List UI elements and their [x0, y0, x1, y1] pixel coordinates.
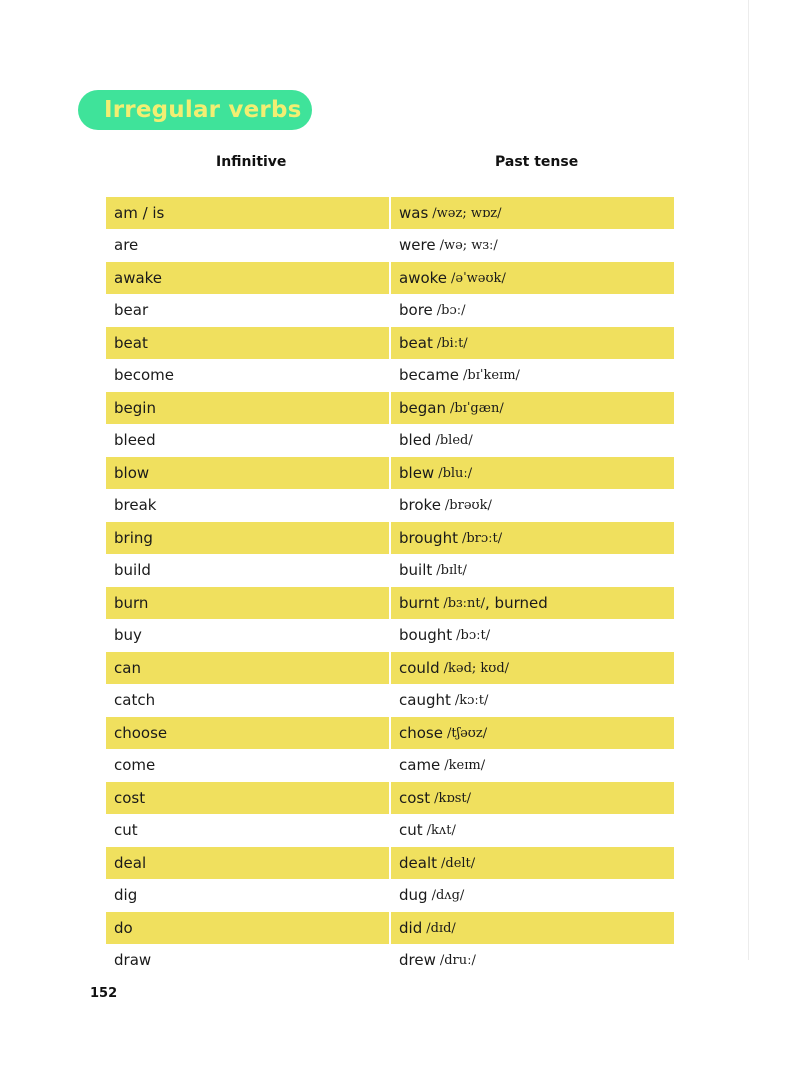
pronunciation: /dɪd/ [426, 920, 456, 936]
past-tense-word: chose [399, 724, 443, 742]
pronunciation: /wəz; wɒz/ [432, 205, 502, 221]
past-tense-cell [391, 229, 674, 261]
table-row [106, 879, 674, 911]
past-tense-word: became [399, 366, 460, 384]
table-row [106, 684, 674, 716]
pronunciation: /kɒst/ [434, 790, 471, 806]
past-tense-cell [391, 717, 674, 749]
infinitive-cell: choose [106, 717, 389, 749]
past-tense-cell [391, 392, 674, 424]
past-tense-word: cost [399, 789, 431, 807]
table-row [106, 651, 674, 684]
past-tense-word: began [399, 399, 446, 417]
table-row [106, 521, 674, 554]
infinitive-cell: do [106, 912, 389, 944]
table-row [106, 489, 674, 521]
past-tense-cell [391, 359, 674, 391]
infinitive-cell: beat [106, 327, 389, 359]
infinitive-cell: cost [106, 782, 389, 814]
past-tense-word: blew [399, 464, 435, 482]
past-tense-word: built [399, 561, 433, 579]
pronunciation: /bɪˈkeɪm/ [463, 367, 520, 383]
past-tense-cell [391, 944, 674, 976]
past-tense-cell [391, 587, 674, 619]
infinitive-cell: blow [106, 457, 389, 489]
past-tense-cell [391, 457, 674, 489]
infinitive-cell: bear [114, 301, 149, 319]
section-title: Irregular verbs [104, 97, 302, 123]
pronunciation: /bɔː/ [436, 302, 466, 318]
infinitive-cell: draw [114, 951, 152, 969]
table-row [106, 911, 674, 944]
table-row [106, 391, 674, 424]
infinitive-cell: bring [106, 522, 389, 554]
pronunciation: /biːt/ [436, 335, 468, 351]
past-tense-cell [391, 684, 674, 716]
past-tense-word: beat [399, 334, 433, 352]
pronunciation: /kʌt/ [426, 822, 456, 838]
past-tense-word: burnt [399, 594, 440, 612]
past-tense-cell [391, 879, 674, 911]
past-tense-word: caught [399, 691, 451, 709]
pronunciation: /delt/ [441, 855, 476, 871]
infinitive-cell: am / is [106, 197, 389, 229]
pronunciation: /dʌg/ [431, 887, 465, 903]
pronunciation: /bɜːnt/ [443, 595, 486, 611]
infinitive-cell: burn [106, 587, 389, 619]
past-tense-cell [391, 814, 674, 846]
pronunciation: /bɪˈgæn/ [449, 400, 504, 416]
infinitive-cell: begin [106, 392, 389, 424]
past-tense-cell [391, 424, 674, 456]
past-tense-cell [391, 197, 674, 229]
table-row [106, 456, 674, 489]
past-tense-cell [391, 554, 674, 586]
page-edge-line [748, 0, 749, 960]
past-tense-word: bled [399, 431, 432, 449]
past-tense-word: bore [399, 301, 433, 319]
pronunciation: /wə; wɜː/ [439, 237, 498, 253]
infinitive-column-header: Infinitive [216, 154, 287, 170]
infinitive-cell: deal [106, 847, 389, 879]
past-tense-cell [391, 912, 674, 944]
past-tense-word: dealt [399, 854, 437, 872]
past-tense-word: bought [399, 626, 453, 644]
pronunciation: /keɪm/ [444, 757, 486, 773]
past-tense-cell [391, 652, 674, 684]
infinitive-cell: awake [106, 262, 389, 294]
table-row [106, 229, 674, 261]
table-row [106, 294, 674, 326]
pronunciation: /bled/ [435, 432, 473, 448]
infinitive-cell: can [106, 652, 389, 684]
infinitive-cell: dig [114, 886, 138, 904]
table-row [106, 814, 674, 846]
infinitive-cell: break [114, 496, 157, 514]
irregular-verbs-table [106, 196, 674, 976]
pronunciation: /kɔːt/ [454, 692, 489, 708]
infinitive-cell: buy [114, 626, 142, 644]
infinitive-cell: become [114, 366, 175, 384]
past-tense-word: dug [399, 886, 428, 904]
past-tense-cell [391, 749, 674, 781]
infinitive-cell: cut [114, 821, 138, 839]
infinitive-cell: are [114, 236, 139, 254]
past-tense-word: were [399, 236, 436, 254]
past-tense-word: was [399, 204, 429, 222]
pronunciation: /əˈwəʊk/ [451, 270, 506, 286]
past-tense-word: drew [399, 951, 436, 969]
pronunciation: /bɔːt/ [456, 627, 491, 643]
past-tense-cell [391, 619, 674, 651]
infinitive-cell: come [114, 756, 156, 774]
past-tense-word: did [399, 919, 423, 937]
table-row [106, 749, 674, 781]
past-tense-cell [391, 782, 674, 814]
alternative-form: , burned [485, 594, 548, 612]
table-row [106, 781, 674, 814]
table-row [106, 619, 674, 651]
table-row [106, 944, 674, 976]
pronunciation: /bluː/ [438, 465, 473, 481]
infinitive-cell: build [114, 561, 151, 579]
page-number: 152 [90, 986, 118, 1001]
section-title-banner [78, 90, 312, 130]
table-row [106, 846, 674, 879]
infinitive-cell: catch [114, 691, 156, 709]
pronunciation: /kəd; kʊd/ [443, 660, 510, 676]
table-row [106, 196, 674, 229]
past-tense-word: brought [399, 529, 458, 547]
past-tense-cell [391, 262, 674, 294]
pronunciation: /brəʊk/ [444, 497, 492, 513]
past-tense-word: awoke [399, 269, 448, 287]
past-tense-column-header: Past tense [495, 154, 579, 170]
past-tense-cell [391, 522, 674, 554]
pronunciation: /brɔːt/ [461, 530, 503, 546]
pronunciation: /bɪlt/ [436, 562, 467, 578]
table-row [106, 424, 674, 456]
pronunciation: /druː/ [439, 952, 476, 968]
past-tense-cell [391, 327, 674, 359]
table-row [106, 359, 674, 391]
infinitive-cell: bleed [114, 431, 156, 449]
table-row [106, 326, 674, 359]
past-tense-word: could [399, 659, 440, 677]
table-row [106, 586, 674, 619]
past-tense-word: cut [399, 821, 423, 839]
past-tense-cell [391, 294, 674, 326]
past-tense-word: broke [399, 496, 441, 514]
table-row [106, 261, 674, 294]
past-tense-cell [391, 847, 674, 879]
past-tense-cell [391, 489, 674, 521]
table-row [106, 554, 674, 586]
table-row [106, 716, 674, 749]
past-tense-word: came [399, 756, 441, 774]
pronunciation: /tʃəʊz/ [446, 725, 488, 741]
